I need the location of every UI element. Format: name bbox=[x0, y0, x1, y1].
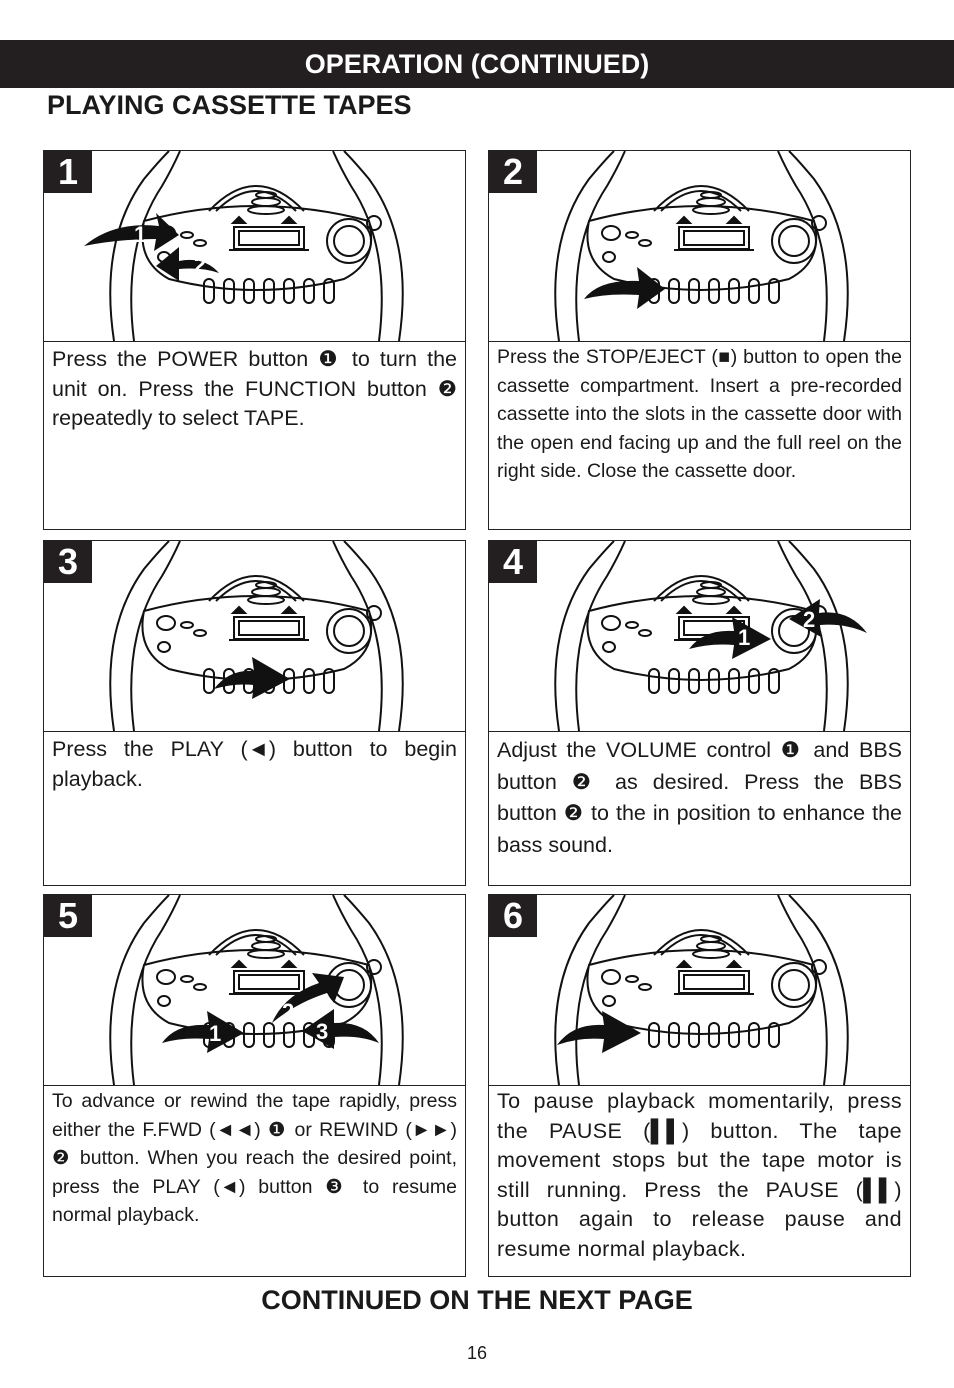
page-title: PLAYING CASSETTE TAPES bbox=[47, 90, 412, 120]
cassette-player-icon bbox=[489, 541, 910, 732]
callout-1: 1 bbox=[738, 625, 751, 650]
callout-1: 1 bbox=[134, 222, 147, 247]
step-panel-6 bbox=[488, 894, 911, 1277]
step-number: 2 bbox=[489, 151, 537, 193]
step-number: 5 bbox=[44, 895, 92, 937]
cassette-player-icon bbox=[44, 895, 465, 1086]
step-number: 3 bbox=[44, 541, 92, 583]
callout-3: 3 bbox=[316, 1019, 329, 1044]
cassette-player-icon bbox=[44, 151, 465, 342]
step-description: Adjust the VOLUME control ❶ and BBS button ❷ as desired. Press the BBS button ❷ to the in position to enhance the bass sound. bbox=[497, 738, 902, 857]
callout-1: 1 bbox=[209, 1021, 222, 1046]
step-description: Press the PLAY (◄) button to begin playback. bbox=[52, 737, 457, 791]
step-panel-4 bbox=[488, 540, 911, 886]
callout-2: 2 bbox=[282, 999, 295, 1024]
step-description: Press the POWER button ❶ to turn the unit on. Press the FUNCTION button ❷ repeatedly to select TAPE. bbox=[52, 347, 457, 430]
step-panel-2 bbox=[488, 150, 911, 530]
continued-note: CONTINUED ON THE NEXT PAGE bbox=[261, 1285, 693, 1315]
step-description: To pause playback momentarily, press the PAUSE (▌▌) button. The tape movement stops but the tape motor is still running. Press the PAUSE (▌▌) button again to release pause and resume normal playback. bbox=[497, 1089, 902, 1261]
callout-2: 2 bbox=[194, 252, 207, 277]
cassette-player-icon bbox=[489, 151, 910, 342]
step-number: 4 bbox=[489, 541, 537, 583]
step-description: To advance or rewind the tape rapidly, press either the F.FWD (◄◄) ❶ or REWIND (►►) ❷ button. When you reach the desired point, press the PLAY (◄) button ❸ to resume normal playback. bbox=[52, 1090, 457, 1226]
callout-2: 2 bbox=[803, 607, 816, 632]
step-panel-1 bbox=[43, 150, 466, 530]
page-number: 16 bbox=[466, 1343, 488, 1363]
step-description: Press the STOP/EJECT (■) button to open the cassette compartment. Insert a pre-recorded cassette into the slots in the cassette door with the open end facing up and the full reel on the right side. Close the cassette door. bbox=[497, 346, 902, 482]
step-panel-3 bbox=[43, 540, 466, 886]
step-panel-5 bbox=[43, 894, 466, 1277]
step-number: 1 bbox=[44, 151, 92, 193]
section-banner: OPERATION (CONTINUED) bbox=[0, 40, 954, 88]
cassette-player-icon bbox=[44, 541, 465, 732]
step-number: 6 bbox=[489, 895, 537, 937]
cassette-player-icon bbox=[489, 895, 910, 1086]
